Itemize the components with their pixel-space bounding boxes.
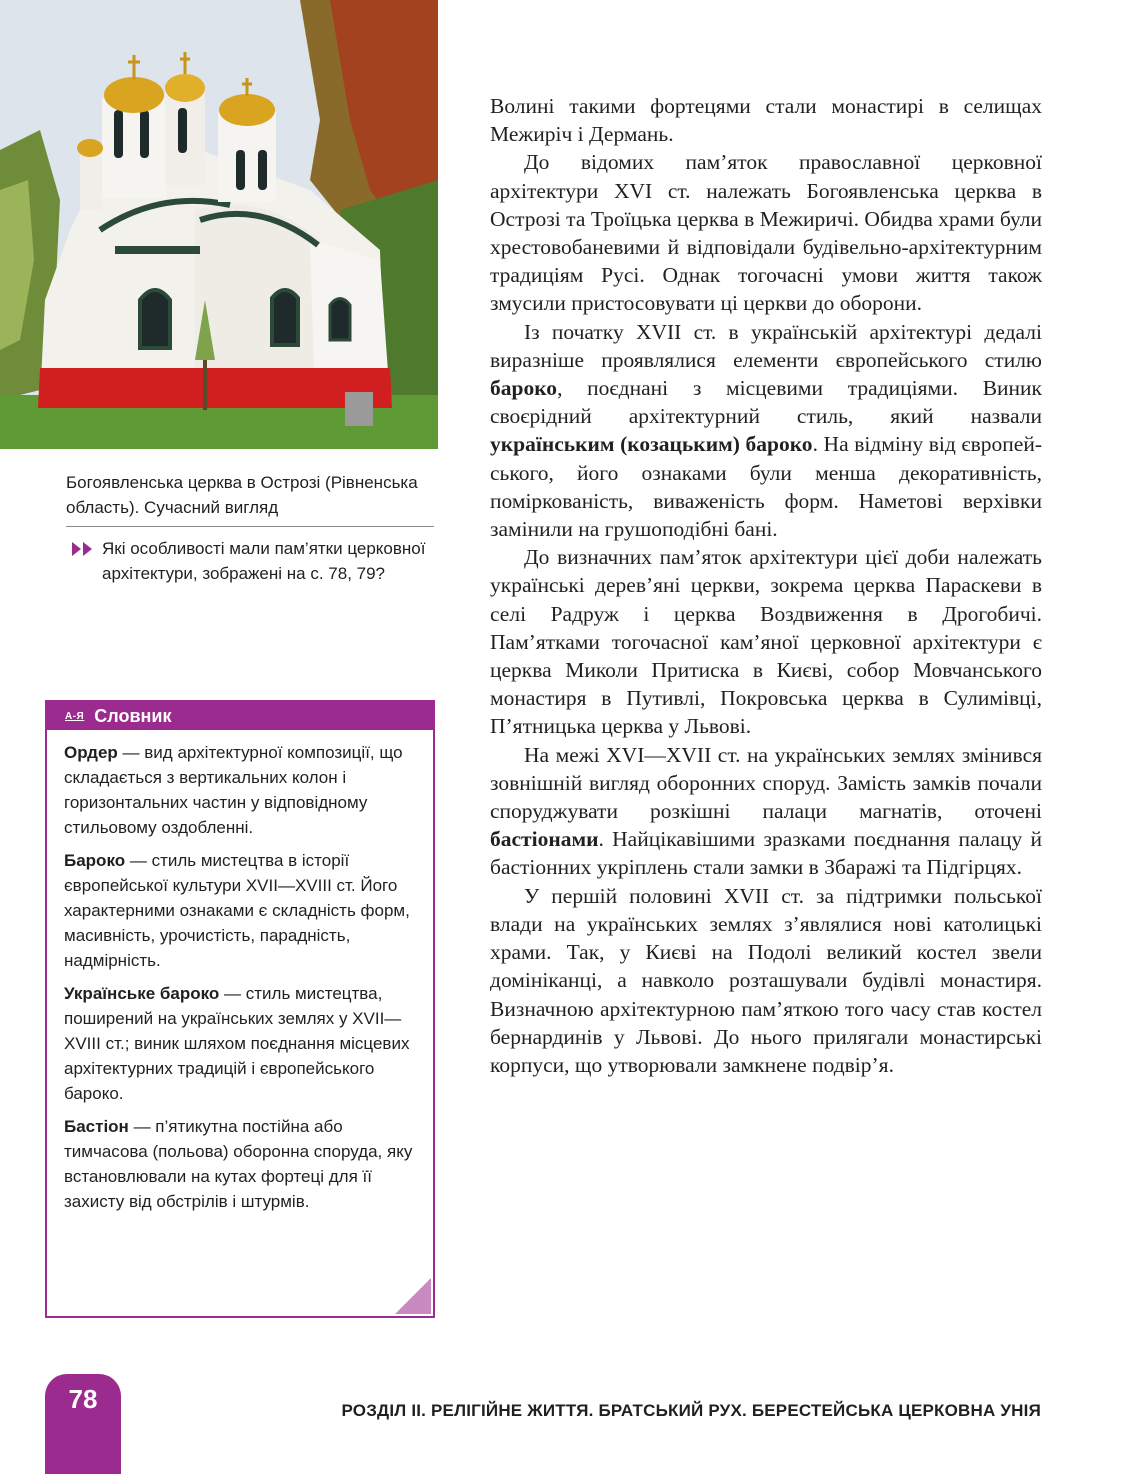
glossary-entry xyxy=(64,981,419,1106)
text-run: На межі XVI—XVII ст. на українських землях змінився зовнішній вигляд оборонних споруд. Замість замків почали споруджувати розкішні палаци магнатів, оточені xyxy=(490,742,1042,824)
text-run: . Найцікавішими зразками поєднання палацу й бастіонних укріплень стали замки в Збаражі та Підгірцях. xyxy=(490,827,1042,880)
glossary-definition: — стиль мистецтва в історії європейської культури XVII—XVIII ст. Його характерними ознаками є складність форм, масивність, урочистість, парадність, надмірність. xyxy=(64,851,410,970)
caption-divider xyxy=(66,526,434,527)
glossary-definition: — вид архітектурної композиції, що складається з вертикальних колон і горизонтальних частин у відповідному стильовому оздобленні. xyxy=(64,743,403,837)
bold-term: бастіонами xyxy=(490,827,599,852)
glossary-entry xyxy=(64,848,419,973)
question-block xyxy=(66,536,436,586)
glossary-header xyxy=(47,702,433,730)
page-number-tab xyxy=(45,1374,121,1474)
glossary-term: Ордер xyxy=(64,743,118,762)
page-number: 78 xyxy=(68,1384,98,1414)
glossary-term: Бастіон xyxy=(64,1117,129,1136)
section-title: РОЗДІЛ ІІ. РЕЛІГІЙНЕ ЖИТТЯ. БРАТСЬКИЙ РУХ. БЕРЕСТЕЙСЬКА ЦЕРКОВНА УНІЯ xyxy=(341,1401,1041,1420)
glossary-term: Бароко xyxy=(64,851,126,870)
paragraph: Волині такими фортецями стали монастирі в селищах Межиріч і Дермань. xyxy=(490,94,1042,147)
church-photo-icon xyxy=(0,0,438,449)
dictionary-icon: А-Я xyxy=(65,710,85,722)
question-text: Які особливості мали пам’ятки церковної архітектури, зображені на с. 78, 79? xyxy=(102,539,426,583)
bold-term: українським (козацьким) бароко xyxy=(490,432,813,457)
text-run: , поєднані з місцевими традиціями. Виник своєрідний архітектурний стиль, який назвали xyxy=(490,376,1042,429)
church-photo xyxy=(0,0,438,449)
glossary-definition: — п’ятикутна постійна або тимчасова (польова) оборонна споруда, яку встановлювали на кутах фортеці для її захисту від обстрілів і штурмів. xyxy=(64,1117,413,1211)
paragraph: У першій половині XVII ст. за підтримки польської влади на українських землях з’являлися нові католицькі храми. Так, у Києві на Подолі великий костел звели домініканці, а навколо розташували будівлі монастиря. Визначною архітектурною пам’яткою того часу став костел бернардинів у Львові. До нього прилягали монастирські корпуси, що утворювали замкнене подвір’я. xyxy=(490,883,1042,1077)
double-arrow-icon xyxy=(72,542,96,556)
glossary-box xyxy=(45,700,435,1318)
glossary-entry xyxy=(64,740,419,840)
text-run: Із початку XVII ст. в українській архітектурі дедалі виразніше проявлялися елементи європейського стилю xyxy=(490,319,1042,372)
paragraph: До відомих пам’яток православної церковної архітектури XVI ст. належать Богоявленська церква в Острозі та Троїцька церква в Межиричі. Обидва храми були хрестовобаневими й відповідали будівельно-архітектурним традиціям Русі. Однак тогочасні умови життя також змусили пристосовувати ці церкви до оборони. xyxy=(490,150,1042,316)
paragraph: До визначних пам’яток архітектури цієї доби належать українські дерев’яні церкви, зокрема церква Параскеви в селі Радруж і церква Воздвиження в Дрогобичі. Пам’ятками тогочасної кам’яної церковної архітектури є церква Миколи Притиска в Києві, собор Мовчанського монастиря в Путивлі, Покровська церква в Сулимівці, П’ятницька церква у Львові. xyxy=(490,545,1042,739)
glossary-term: Українське бароко xyxy=(64,984,220,1003)
photo-caption: Богоявленська церква в Острозі (Рівненська область). Сучасний вигляд xyxy=(66,473,418,517)
glossary-title: Словник xyxy=(94,705,172,726)
glossary-definition: — стиль мистецтва, поширений на українських землях у XVII—XVIII ст.; виник шляхом поєднання місцевих архітектурних традицій і європейського бароко. xyxy=(64,984,410,1103)
paragraph xyxy=(490,741,1042,882)
main-text xyxy=(490,92,1042,1079)
text-run: . На відміну від європейського, його ознаками були менша декоративність, поміркованість, виваженість форм. Наметові верхівки замінили на грушоподібні бані. xyxy=(490,432,1043,542)
glossary-entry xyxy=(64,1114,419,1214)
bold-term: бароко xyxy=(490,376,558,401)
page-corner-icon xyxy=(395,1278,431,1314)
paragraph xyxy=(490,318,1042,544)
